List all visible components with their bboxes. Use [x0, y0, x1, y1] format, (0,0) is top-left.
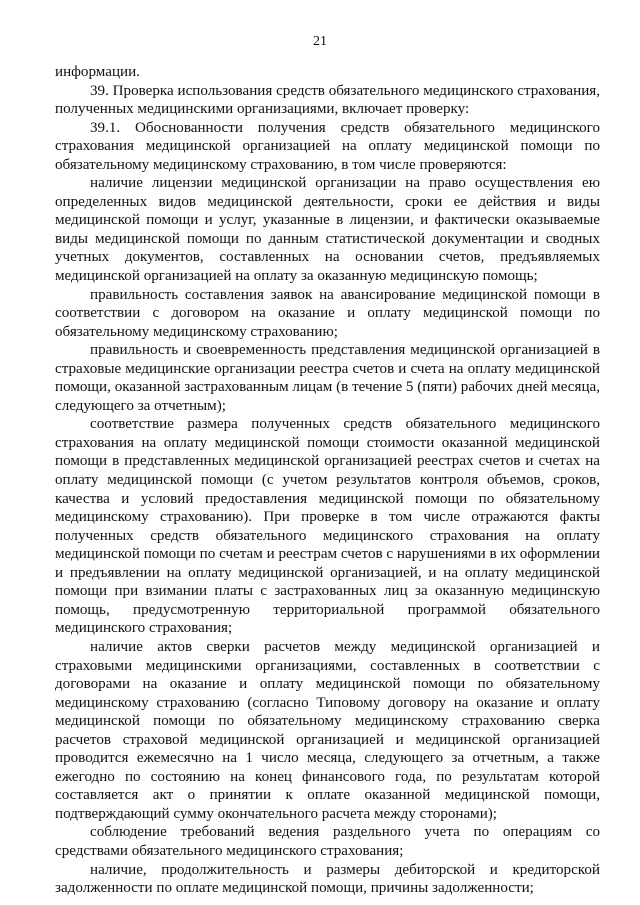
paragraph-clause-39: 39. Проверка использования средств обязательного медицинского страхования, полученных медицинскими организациями, включает проверку:: [55, 82, 600, 118]
paragraph-debts: наличие, продолжительность и размеры дебиторской и кредиторской задолженности по оплате медицинской помощи, причины задолженности;: [55, 861, 600, 897]
document-body: [55, 63, 600, 898]
page-number: 21: [313, 34, 327, 49]
paragraph-funds-correspondence: соответствие размера полученных средств обязательного медицинского страхования на оплату медицинской помощи стоимости оказанной медицинской помощи в представленных медицинской организацией реестрах счетов и счетах на оплату медицинской помощи (с учетом результатов контроля объемов, сроков, качества и условий предоставления медицинской помощи по обязательному медицинскому страхованию). При проверке в том числе отражаются факты полученных средств обязательного медицинского страхования на оплату медицинской помощи по счетам и реестрам счетов с нарушениями в их оформлении и предъявлении на оплату медицинской организацией, и на оплату медицинской помощи при взимании платы с застрахованных лиц за оказанную медицинскую помощь, предусмотренную территориальной программой обязательного медицинского страхования;: [55, 416, 600, 637]
paragraph-advance-requests: правильность составления заявок на авансирование медицинской помощи в соответствии с договором на оказание и оплату медицинской помощи по обязательному медицинскому страхованию;: [55, 286, 600, 340]
paragraph-continuation: информации.: [55, 64, 140, 80]
paragraph-registry-submission: правильность и своевременность представления медицинской организацией в страховые медицинские организации реестра счетов и счета на оплату медицинской помощи, оказанной застрахованным лицам (в течение 5 (пяти) рабочих дней месяца, следующего за отчетным);: [55, 342, 600, 414]
paragraph-separate-accounting: соблюдение требований ведения раздельного учета по операциям со средствами обязательного медицинского страхования;: [55, 824, 600, 859]
paragraph-license-check: наличие лицензии медицинской организации на право осуществления ею определенных видов медицинской деятельности, сроки ее действия и виды медицинской помощи и услуг, указанные в лицензии, и фактически оказываемые виды медицинской помощи по данным статистической документации и сводных учетных документов, составленных на основании счетов, предъявляемых медицинской организацией на оплату за оказанную медицинскую помощь;: [55, 175, 600, 285]
paragraph-clause-39-1: 39.1. Обоснованности получения средств обязательного медицинского страхования медицинской организацией на оплату медицинской помощи по обязательному медицинскому страхованию, в том числе проверяются:: [55, 119, 600, 173]
paragraph-reconciliation-acts: наличие актов сверки расчетов между медицинской организацией и страховыми медицинскими организациями, составленных в соответствии с договорами на оказание и оплату медицинской помощи по обязательному медицинскому страхованию (согласно Типовому договору на оказание и оплату медицинской помощи по обязательному медицинскому страхованию сверка расчетов страховой медицинской организацией и медицинской организацией проводится ежемесячно на 1 число месяца, следующего за отчетным, а также ежегодно по состоянию на конец финансового года, по результатам которой составляется акт о принятии к оплате оказанной медицинской помощи, подтверждающий сумму окончательного расчета между сторонами);: [55, 638, 600, 822]
